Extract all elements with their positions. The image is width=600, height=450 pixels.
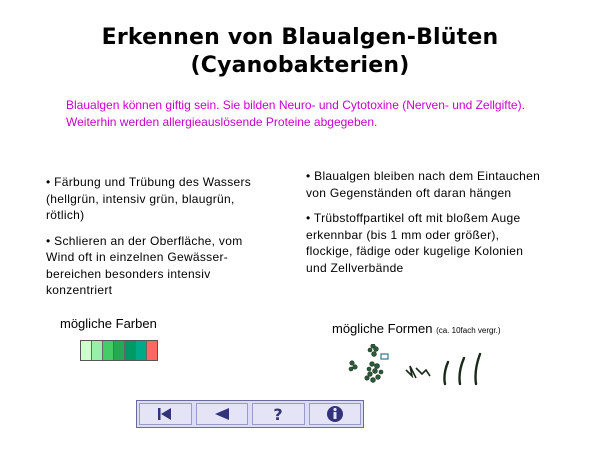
- first-page-icon: [155, 406, 175, 422]
- forms-note: (ca. 10fach vergr.): [436, 326, 501, 335]
- page-title: [0, 24, 600, 80]
- right-column: [306, 168, 546, 285]
- title-line-1: Erkennen von Blaualgen-Blüten: [101, 25, 499, 50]
- forms-label-text: mögliche Formen: [332, 321, 433, 336]
- intro-text: Blaualgen können giftig sein. Sie bilden Neuro- und Cytotoxine (Nerven- und Zellgifte). Weiterhin werden allergieauslösende Proteine abgegeben.: [66, 98, 525, 129]
- color-swatch-6: [147, 341, 157, 360]
- color-swatch-4: [125, 341, 136, 360]
- thread-icon: [444, 354, 480, 384]
- left-column: [46, 174, 264, 308]
- right-item-sticking: • Blaualgen bleiben nach dem Eintauchen von Gegenständen oft daran hängen: [306, 169, 541, 200]
- color-swatch-3: [114, 341, 125, 360]
- cell-square-icon: [381, 354, 388, 359]
- info-icon: [325, 405, 345, 423]
- left-item-coloring: • Färbung und Trübung des Wassers (hellgrün, intensiv grün, blaugrün, rötlich): [46, 175, 252, 222]
- right-item-particles: • Trübstoffpartikel oft mit bloßem Auge erkennbar (bis 1 mm oder größer), flockige, fädige oder kugelige Kolonien und Zellverbände: [306, 211, 524, 275]
- title-line-2: (Cyanobakterien): [190, 53, 410, 78]
- left-item-streaks: • Schlieren an der Oberfläche, vom Wind oft in einzelnen Gewässer-bereichen besonders intensiv konzentriert: [46, 233, 243, 297]
- color-swatch-5: [136, 341, 147, 360]
- color-swatch-2: [103, 341, 114, 360]
- filament-icon: [406, 366, 430, 378]
- previous-page-button[interactable]: [196, 403, 249, 425]
- info-button[interactable]: [309, 403, 362, 425]
- color-swatch-0: [81, 341, 92, 360]
- color-swatch-strip: [80, 340, 158, 361]
- help-button[interactable]: [252, 403, 305, 425]
- forms-illustration: [340, 344, 490, 392]
- colony-cluster-icon: [349, 344, 383, 382]
- svg-text:?: ?: [273, 405, 283, 423]
- navigation-bar: [136, 400, 364, 428]
- help-icon: [268, 405, 288, 423]
- forms-label: [332, 321, 501, 336]
- color-swatch-1: [92, 341, 103, 360]
- colors-label: mögliche Farben: [60, 316, 157, 331]
- previous-page-icon: [212, 406, 232, 422]
- first-page-button[interactable]: [139, 403, 192, 425]
